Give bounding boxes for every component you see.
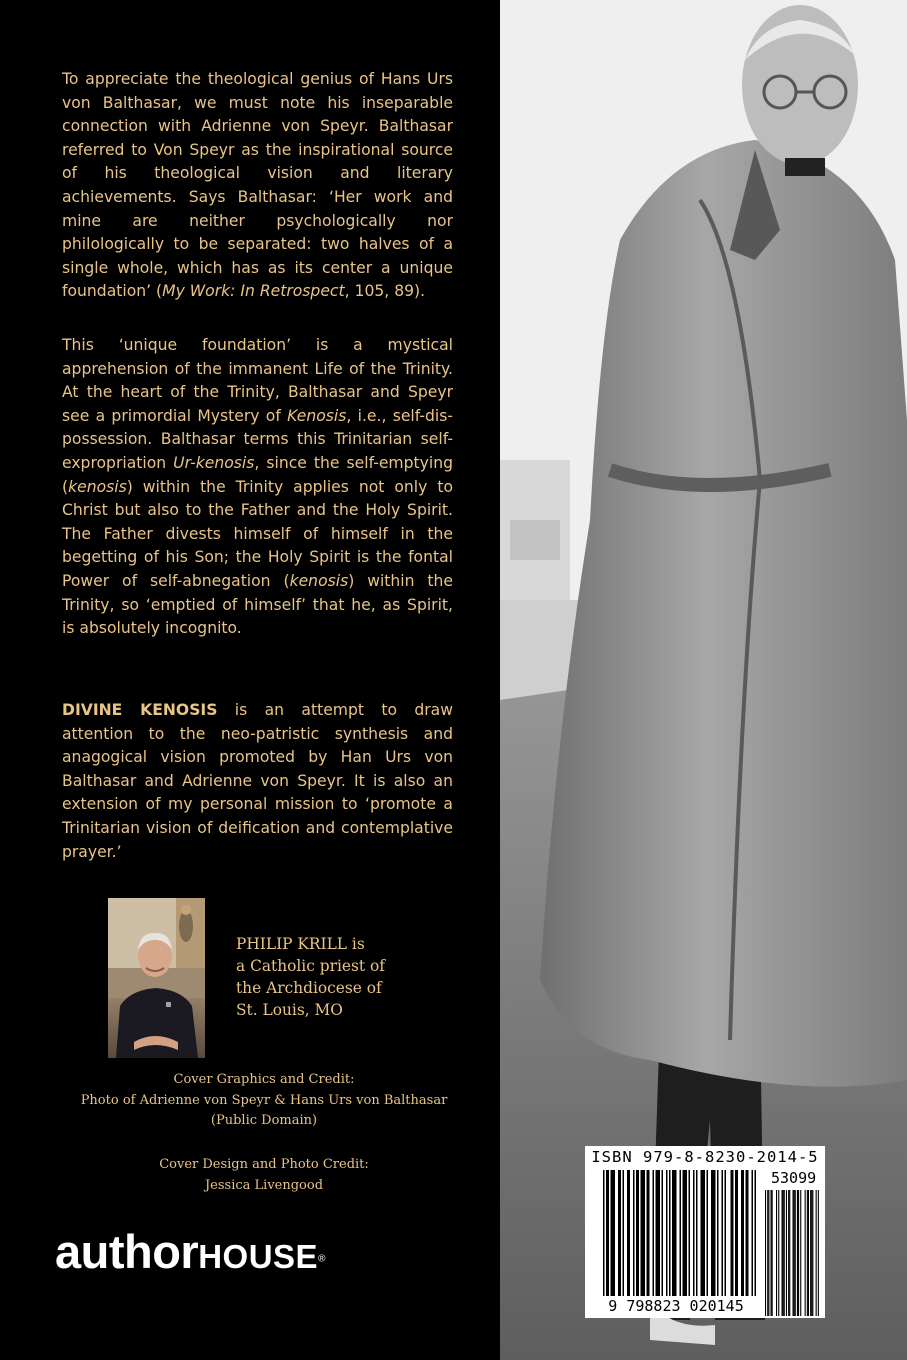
barcode-bar (797, 1190, 798, 1316)
barcode-bar (805, 1190, 806, 1316)
publisher-logo: authorHOUSE® (55, 1225, 326, 1278)
barcode-bar (641, 1170, 643, 1316)
barcode-bar (647, 1170, 649, 1316)
blurb-paragraph-1: To appreciate the theological genius of Hans Urs von Balthasar, we must note his inseparable connection with Adrienne von Speyr. Balthasar referred to Von Speyr as the inspirational source of his theological vision and literary achievements. Says Balthasar: ‘Her work and mine are neither psychologically nor philologically to be separated: two halves of a single whole, which has as its center a unique foundation’ (My Work: In Retrospect, 105, 89). (62, 70, 453, 301)
barcode-bar (627, 1170, 629, 1316)
barcode-bar (659, 1170, 661, 1316)
barcode-bar (735, 1170, 737, 1316)
barcode-bar (662, 1170, 664, 1316)
barcode-bar (782, 1190, 783, 1316)
barcode-bar (747, 1170, 749, 1316)
barcode-bar (672, 1170, 674, 1316)
barcode-bar (811, 1190, 812, 1316)
barcode-bar (696, 1170, 698, 1316)
barcode-bar (606, 1170, 608, 1316)
barcode-bar (693, 1170, 695, 1316)
barcode-bar (608, 1170, 610, 1316)
barcode-bar (793, 1190, 794, 1316)
barcode-bar (816, 1190, 817, 1316)
barcode-bar (683, 1170, 685, 1316)
barcode-bar (684, 1170, 686, 1316)
barcode-bar (818, 1190, 819, 1316)
barcode-bar (755, 1170, 757, 1316)
barcode-bar (642, 1170, 644, 1316)
barcode-bar (812, 1190, 813, 1316)
barcode-bar (653, 1170, 655, 1316)
barcode-bar (768, 1190, 769, 1316)
barcode-bar (674, 1170, 676, 1316)
barcode-bar (686, 1170, 688, 1316)
barcode-bar (746, 1170, 748, 1316)
cover-graphics-credit: Cover Graphics and Credit: Photo of Adrienne von Speyr & Hans Urs von Balthasar (Public Domain) (80, 1072, 448, 1128)
isbn-barcode (585, 1146, 825, 1318)
cover-design-credit: Cover Design and Photo Credit: Jessica Livengood (159, 1157, 369, 1193)
barcode-bar (798, 1190, 799, 1316)
barcode-bar (765, 1190, 766, 1316)
blurb-paragraph-3: DIVINE KENOSIS is an attempt to draw attention to the neo-patristic synthesis and anagogical vision promoted by Han Urs von Balthasar and Adrienne von Speyr. It is also an extension of my personal mission to ‘promote a Trinitarian vision of deification and contemplative prayer.’ (62, 701, 453, 861)
barcode-bar (772, 1190, 773, 1316)
barcode-bars (585, 1146, 825, 1318)
ean-digits: 9 798823 020145 (591, 1296, 761, 1316)
barcode-bar (638, 1170, 640, 1316)
book-title: DIVINE KENOSIS (62, 701, 218, 719)
barcode-bar (713, 1170, 715, 1316)
barcode-bar (711, 1170, 713, 1316)
barcode-bar (702, 1170, 704, 1316)
barcode-bar (741, 1170, 743, 1316)
barcode-bar (807, 1190, 808, 1316)
barcode-bar (689, 1170, 691, 1316)
barcode-bar (737, 1170, 739, 1316)
barcode-bar (795, 1190, 796, 1316)
barcode-bar (675, 1170, 677, 1316)
barcode-bar (778, 1190, 779, 1316)
barcode-bar (794, 1190, 795, 1316)
barcode-bar (612, 1170, 614, 1316)
barcode-bar (789, 1190, 790, 1316)
barcode-bar (732, 1170, 734, 1316)
barcode-bar (611, 1170, 613, 1316)
barcode-bar (776, 1190, 777, 1316)
author-bio: PHILIP KRILL is a Catholic priest of the Archdiocese of St. Louis, MO (236, 935, 385, 1019)
barcode-bar (666, 1170, 668, 1316)
barcode-bar (743, 1170, 745, 1316)
barcode-bar (657, 1170, 659, 1316)
barcode-bar (629, 1170, 631, 1316)
author-photo-illustration (108, 898, 205, 1058)
barcode-bar (623, 1170, 625, 1316)
barcode-bar (656, 1170, 658, 1316)
barcode-bar (714, 1170, 716, 1316)
barcode-bar (648, 1170, 650, 1316)
barcode-bar (669, 1170, 671, 1316)
barcode-bar (810, 1190, 811, 1316)
barcode-bar (680, 1170, 682, 1316)
barcode-bar (603, 1170, 605, 1316)
blurb-paragraph-2: This ‘unique foundation’ is a mystical apprehension of the immanent Life of the Trinity. At the heart of the Trinity, Balthasar and Speyr see a primordial Mystery of Kenosis, i.e., self-dis-possession. Balthasar terms this Trinitarian self-expropriation Ur-kenosis, since the self-emptying (kenosis) within the Trinity applies not only to Christ but also to the Father and the Holy Spirit. The Father divests himself of himself in the begetting of his Son; the Holy Spirit is the fontal Power of self-abnegation (kenosis) within the Trinity, so ‘emptied of himself’ that he, as Spirit, is absolutely incognito. (62, 336, 454, 638)
barcode-bar (614, 1170, 616, 1316)
barcode-bar (784, 1190, 785, 1316)
barcode-bar (704, 1170, 706, 1316)
barcode-bar (618, 1170, 620, 1316)
barcode-bar (620, 1170, 622, 1316)
barcode-bar (783, 1190, 784, 1316)
author-photo (108, 898, 205, 1058)
barcode-bar (731, 1170, 733, 1316)
barcode-bar (717, 1170, 719, 1316)
barcode-bar (771, 1190, 772, 1316)
barcode-bar (752, 1170, 754, 1316)
isbn-number: ISBN 979-8-8230-2014-5 (591, 1148, 819, 1166)
barcode-bar (633, 1170, 635, 1316)
barcode-bar (636, 1170, 638, 1316)
barcode-bar (808, 1190, 809, 1316)
barcode-bar (800, 1190, 801, 1316)
barcode-bar (767, 1190, 768, 1316)
barcode-bar (725, 1170, 727, 1316)
barcode-bar (644, 1170, 646, 1316)
barcode-bar (707, 1170, 709, 1316)
barcode-bar (786, 1190, 787, 1316)
barcode-bar (701, 1170, 703, 1316)
barcode-bar (722, 1170, 724, 1316)
price-code: 53099 (771, 1169, 817, 1187)
barcode-bar (788, 1190, 789, 1316)
